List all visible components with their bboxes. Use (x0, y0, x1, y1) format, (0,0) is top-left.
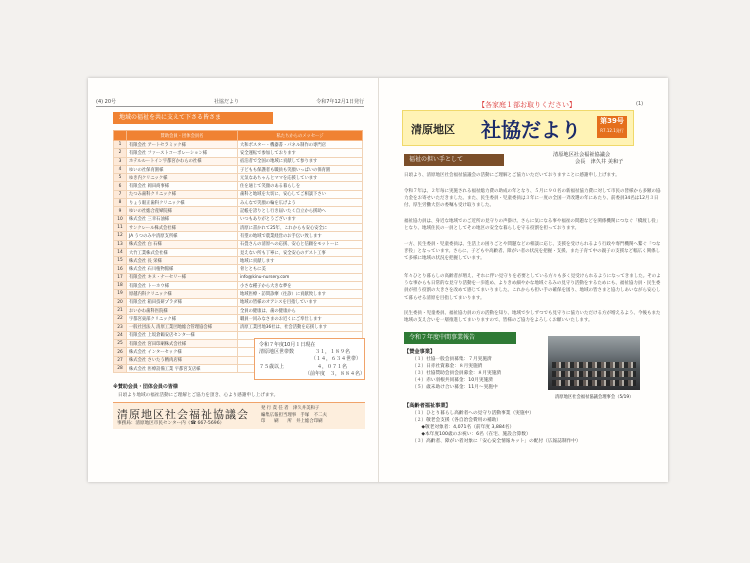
greeting-label: 福祉の担い手として (404, 154, 504, 166)
table-row (114, 248, 363, 256)
member-name: 有限会社 上坂倉鶴安店センター様 (127, 331, 238, 339)
member-name: 原越内科クリニック様 (127, 290, 238, 298)
col-no (114, 131, 127, 141)
member-name: 株式会社 三幸石油様 (127, 215, 238, 223)
row-number: 9 (114, 207, 127, 215)
meeting-photo (548, 336, 640, 390)
table-row (114, 323, 363, 331)
member-message: いつもありがとうございます (238, 215, 363, 223)
member-message: 住を通じて笑顔のある暮らしを (238, 182, 363, 190)
page-fold (378, 78, 379, 482)
table-row (114, 157, 363, 165)
table-row (114, 190, 363, 198)
table-row (114, 199, 363, 207)
member-message: 清原に書かれて25年、これからも安心安全に (238, 223, 363, 231)
table-row (114, 174, 363, 182)
member-name: 有限会社 岡田商事様 (127, 182, 238, 190)
paragraph: 日頃より、清原地区社会福祉協議会の活動にご理解とご協力いただいておりますことに感謝申し上げます。 (404, 173, 620, 178)
elderly-label: ７５歳以上 (259, 364, 285, 370)
elderly-item: （２）敬老会支援（各自治会費用の補助） (412, 418, 502, 423)
row-number: 22 (114, 315, 127, 323)
fund-item: （２）日赤社資募金：８月実施済 (412, 364, 483, 369)
member-message: 有望の地域で農業経営のお手伝い致します (238, 232, 363, 240)
notes-text: 日頃より地域の福祉活動にご理解とご協力を頂き、心より感謝申し上げます。 (118, 393, 279, 398)
table-row (114, 265, 363, 273)
row-number: 19 (114, 290, 127, 298)
member-message: 元気なあちゃんとママを応援しています (238, 174, 363, 182)
member-name: サンクレール株式会社様 (127, 223, 238, 231)
row-number: 26 (114, 348, 127, 356)
organization-name: 清原地区社会福祉協議会 (117, 408, 249, 421)
member-name: 有限会社 アートセラミック様 (127, 141, 238, 149)
office-contact: 事務局：清原地区市民センター内（☎ 667-5696） (117, 421, 225, 426)
member-name: 株式会社 長 栄様 (127, 257, 238, 265)
row-number: 8 (114, 199, 127, 207)
member-name: 有限会社 トーホウ様 (127, 282, 238, 290)
table-row (114, 315, 363, 323)
left-page-header (96, 96, 364, 107)
member-name: ホテルルートイン宇都宮かわらの社様 (127, 157, 238, 165)
member-name: ゆいの社保育園様 (127, 165, 238, 173)
photo-caption: 清原地区社会福祉協議会理事会（5/19） (555, 395, 634, 400)
elderly-item: （１）ひとり暮らし高齢者への見守り活動事業（実施中） (412, 411, 534, 416)
member-name: 有限会社 ファーストコーポレーション様 (127, 149, 238, 157)
signer (553, 152, 623, 166)
left-page-title: 社協だより (214, 99, 240, 105)
table-row (114, 182, 363, 190)
row-number: 23 (114, 323, 127, 331)
member-name: 株式会社 白 石様 (127, 240, 238, 248)
elderly-item: ◆本年度100歳のお祝い：6名（在宅、施設合算数） (412, 432, 531, 437)
paragraph: 福祉協力員は、身近な地域でのご近所の見守りの声掛け。さらに気になる事や福祉の問題などを関係機関につなぐ「橋渡し役」となり、地域住民の一員としてその地区の安全な暮らしを守る役割を担っております。 (404, 219, 661, 232)
row-number: 1 (114, 141, 127, 149)
member-name: 株式会社 さいたう精肉店様 (127, 356, 238, 364)
masthead (261, 406, 327, 426)
member-name: 有限会社 キヌ・ナーセリー様 (127, 273, 238, 281)
member-message: 骨とともに美 (238, 265, 363, 273)
fund-item: （４）赤い羽根共同募金：10月実施済 (412, 378, 493, 383)
member-message: info@kinu-nursery.com (238, 273, 363, 281)
photo-row (552, 371, 636, 377)
row-number: 7 (114, 190, 127, 198)
member-name: 株式会社 インターセック様 (127, 348, 238, 356)
issue-date: R7.12.1発行 (600, 128, 624, 133)
table-row (114, 232, 363, 240)
plan-label: 令和７年度中間事業報告 (404, 332, 516, 344)
table-row (114, 282, 363, 290)
col-member-name: 賛助会員・団体会員名 (127, 131, 238, 141)
table-row (114, 273, 363, 281)
distribution-note: 【各家庭１部お取りください】 (478, 101, 576, 109)
table-row (114, 223, 363, 231)
section-fundraising: 【賛金事業】 (404, 349, 436, 355)
member-name: ゆき内クリニック様 (127, 174, 238, 182)
row-number: 5 (114, 174, 127, 182)
elderly-value: ４，０７１名 (317, 364, 348, 370)
paragraph: 令和７年は、２年毎に実施される福祉総力費の助成の年となり、５月に９０名の新福祉協力費に対して市民の皆様から多額の協力金をお寄せいただきました。また、民生委員・児童委員は３年に一度の全国一斉改選の年にあたり、前委員34名は12月３日付、厚生労働大臣の委嘱も受け取りました。 (404, 189, 661, 209)
row-number: 20 (114, 298, 127, 306)
population-box (254, 338, 365, 380)
supporters-band: 地域の福祉を共に支えて下さる皆さま (113, 112, 273, 124)
member-message: 歯科と地域を大切に、安心してご相談下さい (238, 190, 363, 198)
masthead-printer: 印 刷 所 井上総合印刷 (261, 419, 323, 424)
table-row (114, 240, 363, 248)
row-number: 14 (114, 248, 127, 256)
member-name: 株式会社 医療設備工業 宇都宮支店様 (127, 365, 238, 373)
member-message: 地域医療・訪問診療（往診）に貢献致します (238, 290, 363, 298)
population-date: 令和７年度10月１日現在 (259, 342, 316, 348)
signer-org: 清原地区社会福祉協議会 (553, 152, 611, 158)
elderly-item: （３）高齢者、障がい者対象に「安心安全情報キット」の配付（広報誌制作中） (412, 439, 581, 444)
member-name: 宇都宮東部クリニック様 (127, 315, 238, 323)
row-number: 10 (114, 215, 127, 223)
table-row (114, 215, 363, 223)
member-message: 地域の皆様のオアシスを目指しています (238, 298, 363, 306)
supporters-table (113, 130, 363, 373)
member-message: みんなで笑顔の輪を広げよう (238, 199, 363, 207)
member-name: 有限会社 箱田技研プラダ様 (127, 298, 238, 306)
row-number: 15 (114, 257, 127, 265)
right-page-number: (1) (636, 101, 644, 107)
member-message: 宿泊者で全国の地域に貢献して参ります (238, 157, 363, 165)
row-number: 17 (114, 273, 127, 281)
notes-title: ※賛助会員・団体会員の皆様 (113, 384, 178, 390)
member-message: 子どもも保護者も職員も笑顔いっぱいの保育園 (238, 165, 363, 173)
member-name: JA うつのみや清原支所様 (127, 232, 238, 240)
issue-number: 第39号 (600, 117, 624, 125)
signer-name: 会長 津久井 美和子 (575, 159, 624, 165)
table-row (114, 141, 363, 149)
table-row (114, 165, 363, 173)
masthead-publisher: 発 行 責 任 者 津久井美和子 (261, 406, 320, 411)
population-label: 清原地区世帯数 (259, 349, 295, 355)
paragraph: 一方、民生委員・児童委員は、生活上の困りごとや問題などの相談に応じ、支援を受けられるよう行政や専門機関へ繋ぐ「つなぎ役」となっています。さらに、子どもや高齢者、障がい者の状況を把握・支援、また子育て中の親子の支援など幅広く関係して多様に地域の状況を把握しています。 (404, 242, 661, 262)
row-number: 24 (114, 331, 127, 339)
row-number: 2 (114, 149, 127, 157)
row-number: 3 (114, 157, 127, 165)
member-message: 石畳さんの清原への応援、安心と信頼をモットーに (238, 240, 363, 248)
member-message: 記帳を誇りとし行き届いたく自立から援助へ (238, 207, 363, 215)
member-name: 有限会社 宮田印刷株式会社様 (127, 340, 238, 348)
member-message: 全員の健康は、歯の健康から (238, 306, 363, 314)
member-name: ゆいの社総合産婦院様 (127, 207, 238, 215)
member-message: 大和ボスター・機器書・パネル制作の専門店 (238, 141, 363, 149)
table-row (114, 298, 363, 306)
elderly-prev-value: （前年度 ３，８８４名） (305, 371, 366, 377)
table-row (114, 257, 363, 265)
section-elderly-welfare: 【高齢者福祉事業】 (404, 403, 451, 409)
row-number: 27 (114, 356, 127, 364)
left-page-number: (4) 20号 (96, 99, 117, 105)
col-message: 私たちからのメッセージ (238, 131, 363, 141)
member-message: 小さな種子から大きな夢を (238, 282, 363, 290)
area-name: 清原地区 (411, 123, 455, 136)
row-number: 6 (114, 182, 127, 190)
photo-row (552, 362, 636, 368)
left-footer (113, 402, 365, 429)
member-message: 見えない所も丁寧に、安全安心のゲスト工事 (238, 248, 363, 256)
household-value: （１４，６３４世帯） (311, 356, 362, 362)
member-name: おいかわ歯科医院様 (127, 306, 238, 314)
row-number: 12 (114, 232, 127, 240)
row-number: 16 (114, 265, 127, 273)
row-number: 4 (114, 165, 127, 173)
member-message: 地域に貢献します (238, 257, 363, 265)
paragraph: 年々ひとり暮らしの高齢者が増え、それに伴い見守りを必要としている方々も多く見受けられるようになってきました。そのような事からも日常的な見守り活動を一歩進め、よりきめ細やかな地域ぐるみの見守り活動をするためにも、福祉協力員・民生委員が担う役割の大きさを改めて感じてまいりました。これからも担い手の確保を図り、地域の皆さまと協力しあいながら安心して暮らせる清原を目指してまいります。 (404, 274, 661, 301)
left-page-date: 令和7年12月1日発行 (316, 99, 364, 105)
masthead-editor: 編集広報担当理事 手塚 不二夫 (261, 412, 327, 418)
issue-badge (597, 116, 627, 138)
member-name: りょう眼正歯科クリニック様 (127, 199, 238, 207)
photo-row (552, 380, 636, 386)
member-name: 一般社団法人 清原工業団地総合管理協会様 (127, 323, 238, 331)
newsletter-title: 社協だより (481, 118, 581, 142)
table-row (114, 306, 363, 314)
member-message: 安全運転で参加しております (238, 149, 363, 157)
fund-item: （３）社協賛助会員会員募金：８月実施済 (412, 371, 502, 376)
fund-item: （５）歳末助け合い募金：11月～実施中 (412, 385, 498, 390)
member-message: 職員一同みなさまのお近くにご奉仕します (238, 315, 363, 323)
row-number: 28 (114, 365, 127, 373)
elderly-item: ◆敬老対象者：4,071名（前年度 3,884名） (412, 425, 515, 430)
table-row (114, 207, 363, 215)
paragraph: 民生委員・児童委員、福祉協力員の方の活動を知り、地域で少しずつでも見守りに協力いただける方が増えるよう、今後もまた地域の支え合いを一層推進してまいりますので、皆様のご協力をよろしくお願いいたします。 (404, 311, 661, 324)
row-number: 13 (114, 240, 127, 248)
member-name: 株式会社 石川植物館様 (127, 265, 238, 273)
row-number: 25 (114, 340, 127, 348)
row-number: 18 (114, 282, 127, 290)
table-row (114, 149, 363, 157)
row-number: 21 (114, 306, 127, 314)
fund-item: （１）社協一般会員募集：７月実施済 (412, 357, 492, 362)
population-value: ３１，１８９名 (315, 349, 351, 355)
table-row (114, 290, 363, 298)
member-name: たつみ歯科クリニック様 (127, 190, 238, 198)
row-number: 11 (114, 223, 127, 231)
member-message: 清原工業団地36社は、社会活動を応援します (238, 323, 363, 331)
member-name: 大竹工業株式会社様 (127, 248, 238, 256)
